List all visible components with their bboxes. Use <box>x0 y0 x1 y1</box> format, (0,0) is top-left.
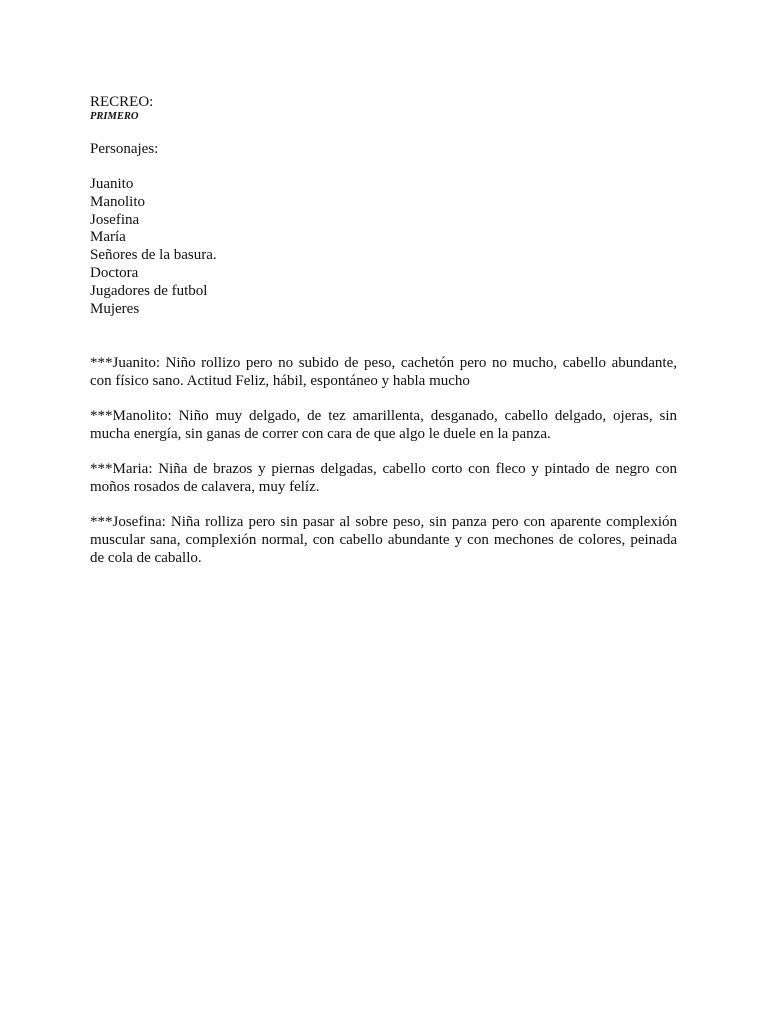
character-item: Manolito <box>90 193 145 210</box>
character-item: Juanito <box>90 176 134 192</box>
character-description-maria: ***Maria: Niña de brazos y piernas delgadas, cabello corto con fleco y pintado de negro con moños rosados de calavera, muy felíz. <box>90 461 677 495</box>
document-page <box>90 94 677 566</box>
document-title: RECREO: <box>90 94 154 110</box>
character-description-josefina: ***Josefina: Niña rolliza pero sin pasar al sobre peso, sin panza pero con aparente complexión muscular sana, complexión normal, con cabello abundante y con mechones de colores, peinada de cola de caballo. <box>90 514 677 566</box>
character-description-juanito: ***Juanito: Niño rollizo pero no subido de peso, cachetón pero no mucho, cabello abundante, con físico sano. Actitud Feliz, hábil, espontáneo y habla mucho <box>90 355 677 389</box>
character-item: Señores de la basura. <box>90 247 217 264</box>
character-item: Jugadores de futbol <box>90 282 208 299</box>
character-description-manolito: ***Manolito: Niño muy delgado, de tez amarillenta, desganado, cabello delgado, ojeras, sin mucha energía, sin ganas de correr con cara de que algo le duele en la panza. <box>90 408 677 442</box>
character-item: Josefina <box>90 211 140 228</box>
document-subtitle: PRIMERO <box>90 111 139 122</box>
character-item: Mujeres <box>90 300 140 317</box>
character-list <box>90 176 217 318</box>
character-item: Doctora <box>90 264 139 281</box>
character-item: María <box>90 229 126 246</box>
characters-heading: Personajes: <box>90 141 159 157</box>
